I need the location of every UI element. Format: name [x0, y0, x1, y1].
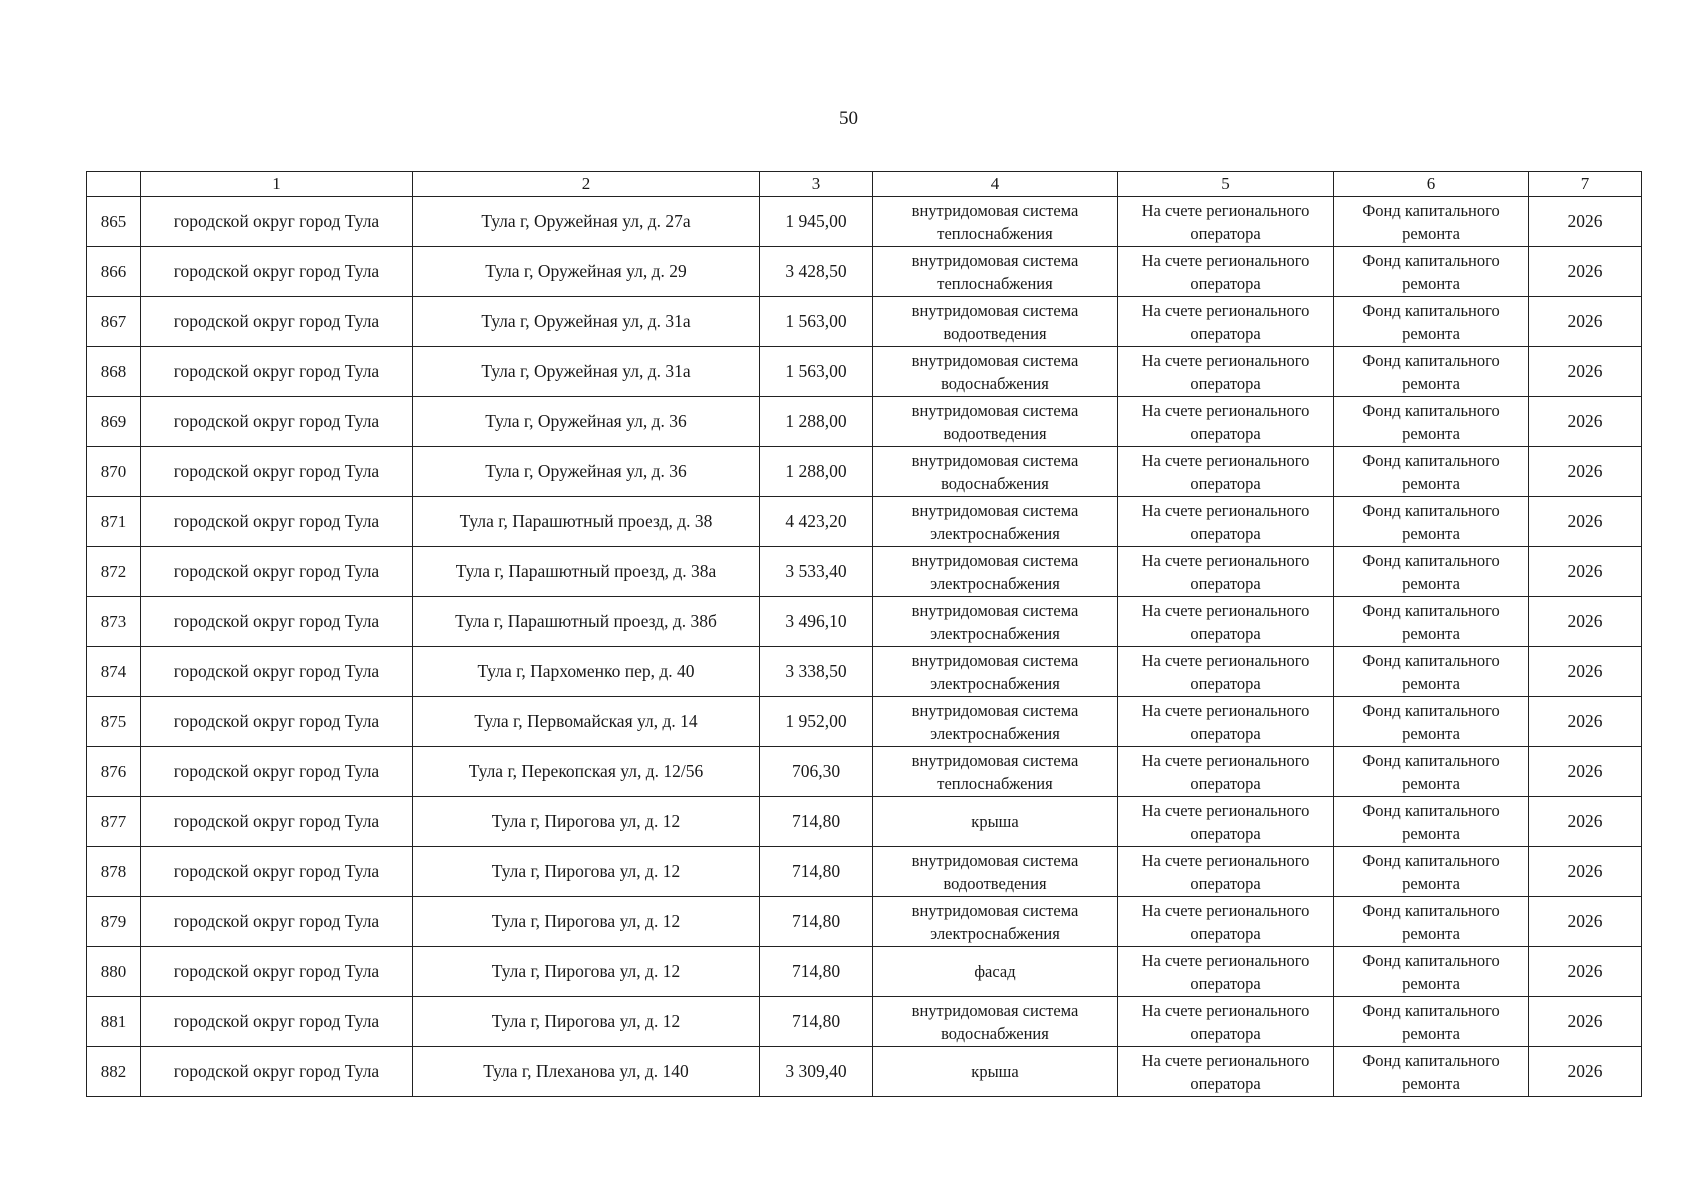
work-type-cell: крыша — [873, 1047, 1118, 1097]
area-cell: 714,80 — [760, 947, 873, 997]
account-type-cell: На счете регионального оператора — [1118, 647, 1334, 697]
municipality-cell: городской округ город Тула — [141, 847, 413, 897]
area-cell: 3 496,10 — [760, 597, 873, 647]
work-type-cell: крыша — [873, 797, 1118, 847]
funding-source-cell: Фонд капитального ремонта — [1334, 597, 1529, 647]
row-number-cell: 866 — [87, 247, 141, 297]
account-type-cell: На счете регионального оператора — [1118, 247, 1334, 297]
year-cell: 2026 — [1529, 647, 1642, 697]
funding-source-cell: Фонд капитального ремонта — [1334, 697, 1529, 747]
municipality-cell: городской округ город Тула — [141, 247, 413, 297]
funding-source-cell: Фонд капитального ремонта — [1334, 897, 1529, 947]
funding-source-cell: Фонд капитального ремонта — [1334, 847, 1529, 897]
funding-source-cell: Фонд капитального ремонта — [1334, 647, 1529, 697]
area-cell: 1 288,00 — [760, 447, 873, 497]
work-type-cell: фасад — [873, 947, 1118, 997]
municipality-cell: городской округ город Тула — [141, 747, 413, 797]
funding-source-cell: Фонд капитального ремонта — [1334, 247, 1529, 297]
municipality-cell: городской округ город Тула — [141, 497, 413, 547]
account-type-cell: На счете регионального оператора — [1118, 747, 1334, 797]
table-row — [87, 847, 1642, 897]
table-row — [87, 297, 1642, 347]
header-cell-3: 3 — [760, 172, 873, 197]
row-number-cell: 881 — [87, 997, 141, 1047]
table-row — [87, 197, 1642, 247]
account-type-cell: На счете регионального оператора — [1118, 947, 1334, 997]
row-number-cell: 867 — [87, 297, 141, 347]
work-type-cell: внутридомовая система водоотведения — [873, 847, 1118, 897]
address-cell: Тула г, Пирогова ул, д. 12 — [413, 997, 760, 1047]
account-type-cell: На счете регионального оператора — [1118, 697, 1334, 747]
year-cell: 2026 — [1529, 347, 1642, 397]
account-type-cell: На счете регионального оператора — [1118, 447, 1334, 497]
table-row — [87, 597, 1642, 647]
area-cell: 1 952,00 — [760, 697, 873, 747]
page-number: 50 — [839, 108, 858, 129]
municipality-cell: городской округ город Тула — [141, 597, 413, 647]
table-row — [87, 997, 1642, 1047]
funding-source-cell: Фонд капитального ремонта — [1334, 397, 1529, 447]
table-row — [87, 747, 1642, 797]
address-cell: Тула г, Плеханова ул, д. 140 — [413, 1047, 760, 1097]
municipality-cell: городской округ город Тула — [141, 997, 413, 1047]
area-cell: 1 945,00 — [760, 197, 873, 247]
work-type-cell: внутридомовая система электроснабжения — [873, 897, 1118, 947]
header-cell-2: 2 — [413, 172, 760, 197]
row-number-cell: 873 — [87, 597, 141, 647]
funding-source-cell: Фонд капитального ремонта — [1334, 447, 1529, 497]
table-row — [87, 697, 1642, 747]
header-cell-7: 7 — [1529, 172, 1642, 197]
address-cell: Тула г, Оружейная ул, д. 31а — [413, 347, 760, 397]
account-type-cell: На счете регионального оператора — [1118, 897, 1334, 947]
year-cell: 2026 — [1529, 1047, 1642, 1097]
funding-source-cell: Фонд капитального ремонта — [1334, 197, 1529, 247]
area-cell: 1 288,00 — [760, 397, 873, 447]
account-type-cell: На счете регионального оператора — [1118, 397, 1334, 447]
municipality-cell: городской округ город Тула — [141, 397, 413, 447]
work-type-cell: внутридомовая система электроснабжения — [873, 497, 1118, 547]
table-row — [87, 897, 1642, 947]
table-row — [87, 447, 1642, 497]
municipality-cell: городской округ город Тула — [141, 647, 413, 697]
year-cell: 2026 — [1529, 197, 1642, 247]
address-cell: Тула г, Парашютный проезд, д. 38б — [413, 597, 760, 647]
work-type-cell: внутридомовая система электроснабжения — [873, 697, 1118, 747]
address-cell: Тула г, Парашютный проезд, д. 38а — [413, 547, 760, 597]
funding-source-cell: Фонд капитального ремонта — [1334, 347, 1529, 397]
row-number-cell: 868 — [87, 347, 141, 397]
municipality-cell: городской округ город Тула — [141, 947, 413, 997]
area-cell: 3 309,40 — [760, 1047, 873, 1097]
work-type-cell: внутридомовая система электроснабжения — [873, 597, 1118, 647]
account-type-cell: На счете регионального оператора — [1118, 347, 1334, 397]
municipality-cell: городской округ город Тула — [141, 1047, 413, 1097]
account-type-cell: На счете регионального оператора — [1118, 1047, 1334, 1097]
address-cell: Тула г, Парашютный проезд, д. 38 — [413, 497, 760, 547]
address-cell: Тула г, Пирогова ул, д. 12 — [413, 797, 760, 847]
area-cell: 714,80 — [760, 797, 873, 847]
table-row — [87, 497, 1642, 547]
funding-source-cell: Фонд капитального ремонта — [1334, 547, 1529, 597]
address-cell: Тула г, Оружейная ул, д. 27а — [413, 197, 760, 247]
year-cell: 2026 — [1529, 997, 1642, 1047]
year-cell: 2026 — [1529, 297, 1642, 347]
account-type-cell: На счете регионального оператора — [1118, 597, 1334, 647]
work-type-cell: внутридомовая система водоснабжения — [873, 997, 1118, 1047]
work-type-cell: внутридомовая система водоснабжения — [873, 447, 1118, 497]
table-row — [87, 247, 1642, 297]
year-cell: 2026 — [1529, 447, 1642, 497]
row-number-cell: 870 — [87, 447, 141, 497]
municipality-cell: городской округ город Тула — [141, 347, 413, 397]
account-type-cell: На счете регионального оператора — [1118, 997, 1334, 1047]
row-number-cell: 878 — [87, 847, 141, 897]
table-body — [87, 197, 1642, 1097]
table-row — [87, 647, 1642, 697]
funding-source-cell: Фонд капитального ремонта — [1334, 497, 1529, 547]
address-cell: Тула г, Перекопская ул, д. 12/56 — [413, 747, 760, 797]
funding-source-cell: Фонд капитального ремонта — [1334, 747, 1529, 797]
address-cell: Тула г, Пархоменко пер, д. 40 — [413, 647, 760, 697]
header-cell-6: 6 — [1334, 172, 1529, 197]
work-type-cell: внутридомовая система водоотведения — [873, 297, 1118, 347]
municipality-cell: городской округ город Тула — [141, 547, 413, 597]
work-type-cell: внутридомовая система теплоснабжения — [873, 197, 1118, 247]
municipality-cell: городской округ город Тула — [141, 197, 413, 247]
area-cell: 714,80 — [760, 897, 873, 947]
address-cell: Тула г, Пирогова ул, д. 12 — [413, 847, 760, 897]
work-type-cell: внутридомовая система электроснабжения — [873, 547, 1118, 597]
area-cell: 706,30 — [760, 747, 873, 797]
year-cell: 2026 — [1529, 797, 1642, 847]
table-row — [87, 347, 1642, 397]
table-row — [87, 547, 1642, 597]
area-cell: 1 563,00 — [760, 347, 873, 397]
column-number-header-row — [87, 172, 1642, 197]
row-number-cell: 882 — [87, 1047, 141, 1097]
header-cell-1: 1 — [141, 172, 413, 197]
year-cell: 2026 — [1529, 897, 1642, 947]
year-cell: 2026 — [1529, 947, 1642, 997]
funding-source-cell: Фонд капитального ремонта — [1334, 797, 1529, 847]
funding-source-cell: Фонд капитального ремонта — [1334, 1047, 1529, 1097]
year-cell: 2026 — [1529, 397, 1642, 447]
funding-source-cell: Фонд капитального ремонта — [1334, 297, 1529, 347]
header-cell-5: 5 — [1118, 172, 1334, 197]
row-number-cell: 879 — [87, 897, 141, 947]
account-type-cell: На счете регионального оператора — [1118, 797, 1334, 847]
work-type-cell: внутридомовая система водоотведения — [873, 397, 1118, 447]
work-type-cell: внутридомовая система электроснабжения — [873, 647, 1118, 697]
address-cell: Тула г, Пирогова ул, д. 12 — [413, 897, 760, 947]
table-row — [87, 1047, 1642, 1097]
row-number-cell: 875 — [87, 697, 141, 747]
area-cell: 3 533,40 — [760, 547, 873, 597]
area-cell: 714,80 — [760, 847, 873, 897]
year-cell: 2026 — [1529, 847, 1642, 897]
address-cell: Тула г, Оружейная ул, д. 36 — [413, 447, 760, 497]
funding-source-cell: Фонд капитального ремонта — [1334, 947, 1529, 997]
year-cell: 2026 — [1529, 547, 1642, 597]
account-type-cell: На счете регионального оператора — [1118, 297, 1334, 347]
header-cell-4: 4 — [873, 172, 1118, 197]
municipality-cell: городской округ город Тула — [141, 897, 413, 947]
work-type-cell: внутридомовая система водоснабжения — [873, 347, 1118, 397]
address-cell: Тула г, Оружейная ул, д. 29 — [413, 247, 760, 297]
area-cell: 3 338,50 — [760, 647, 873, 697]
work-type-cell: внутридомовая система теплоснабжения — [873, 747, 1118, 797]
year-cell: 2026 — [1529, 747, 1642, 797]
row-number-cell: 876 — [87, 747, 141, 797]
municipality-cell: городской округ город Тула — [141, 697, 413, 747]
area-cell: 1 563,00 — [760, 297, 873, 347]
year-cell: 2026 — [1529, 697, 1642, 747]
row-number-cell: 872 — [87, 547, 141, 597]
row-number-cell: 874 — [87, 647, 141, 697]
area-cell: 714,80 — [760, 997, 873, 1047]
account-type-cell: На счете регионального оператора — [1118, 197, 1334, 247]
area-cell: 3 428,50 — [760, 247, 873, 297]
row-number-cell: 865 — [87, 197, 141, 247]
table-row — [87, 397, 1642, 447]
year-cell: 2026 — [1529, 497, 1642, 547]
year-cell: 2026 — [1529, 597, 1642, 647]
account-type-cell: На счете регионального оператора — [1118, 497, 1334, 547]
header-cell-blank — [87, 172, 141, 197]
address-cell: Тула г, Пирогова ул, д. 12 — [413, 947, 760, 997]
account-type-cell: На счете регионального оператора — [1118, 547, 1334, 597]
year-cell: 2026 — [1529, 247, 1642, 297]
table-row — [87, 947, 1642, 997]
table-row — [87, 797, 1642, 847]
municipality-cell: городской округ город Тула — [141, 797, 413, 847]
address-cell: Тула г, Оружейная ул, д. 31а — [413, 297, 760, 347]
account-type-cell: На счете регионального оператора — [1118, 847, 1334, 897]
row-number-cell: 871 — [87, 497, 141, 547]
funding-source-cell: Фонд капитального ремонта — [1334, 997, 1529, 1047]
municipality-cell: городской округ город Тула — [141, 297, 413, 347]
area-cell: 4 423,20 — [760, 497, 873, 547]
row-number-cell: 869 — [87, 397, 141, 447]
register-table — [86, 171, 1642, 1097]
work-type-cell: внутридомовая система теплоснабжения — [873, 247, 1118, 297]
municipality-cell: городской округ город Тула — [141, 447, 413, 497]
address-cell: Тула г, Первомайская ул, д. 14 — [413, 697, 760, 747]
address-cell: Тула г, Оружейная ул, д. 36 — [413, 397, 760, 447]
row-number-cell: 880 — [87, 947, 141, 997]
row-number-cell: 877 — [87, 797, 141, 847]
